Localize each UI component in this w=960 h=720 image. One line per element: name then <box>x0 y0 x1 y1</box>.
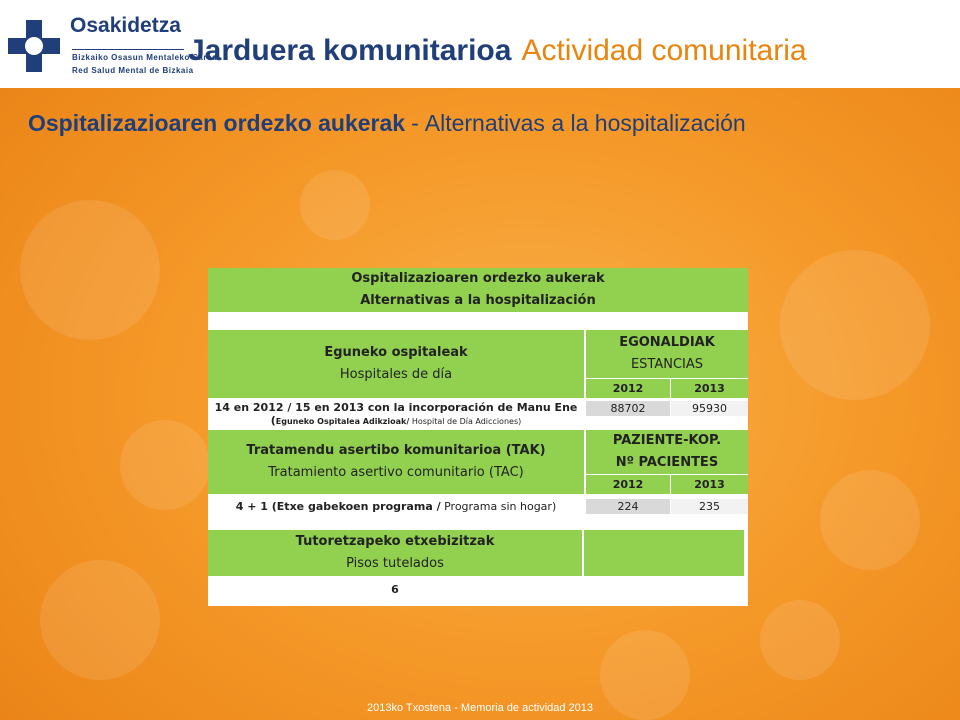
slide-title <box>188 34 807 68</box>
tac-label-es: Tratamiento asertivo comunitario (TAC) <box>268 465 524 480</box>
slide-footer: 2013ko Txostena - Memoria de actividad 2013 <box>366 702 594 714</box>
stays-year-2012: 2012 <box>586 379 670 398</box>
slide-subtitle <box>28 110 746 137</box>
osakidetza-logo-icon <box>6 18 62 74</box>
note-es: Hospital de Día Adicciones) <box>411 417 522 426</box>
slide-header <box>0 0 960 88</box>
table-title-es: Alternativas a la hospitalización <box>360 293 596 308</box>
day-hospitals-label-es: Hospitales de día <box>339 367 453 382</box>
patients-year-2012: 2012 <box>586 475 670 494</box>
subtitle-separator: - <box>411 110 419 136</box>
day-hospitals-label-eu: Eguneko ospitaleak <box>324 345 468 360</box>
table-title-eu: Ospitalizazioaren ordezko aukerak <box>351 271 605 286</box>
logo-line-es: Red Salud Mental de Bizkaia <box>72 66 194 75</box>
patients-2013-value: 235 <box>671 499 748 514</box>
tac-detail-eu: 4 + 1 (Etxe gabekoen programa / <box>235 499 441 513</box>
table-title <box>208 268 748 312</box>
logo-line-eu: Bizkaiko Osasun Mentaleko Sarea <box>72 53 217 62</box>
supervised-flats-value: 6 <box>391 582 399 596</box>
supervised-flats-label-es: Pisos tutelados <box>346 556 444 571</box>
stays-header-es: ESTANCIAS <box>630 357 704 372</box>
subtitle-es: Alternativas a la hospitalización <box>424 110 746 136</box>
tac-label-eu: Tratamendu asertibo komunitarioa (TAK) <box>246 443 546 458</box>
day-hospitals-note <box>271 414 521 427</box>
logo-divider <box>72 49 184 50</box>
note-open-paren: ( <box>270 414 276 427</box>
day-hospitals-detail <box>208 399 584 429</box>
patients-2012-value: 224 <box>586 499 670 514</box>
day-hospitals-count-text: 14 en 2012 / 15 en 2013 con la incorporación de Manu Ene <box>214 401 578 414</box>
tac-detail <box>208 496 584 516</box>
alternatives-table <box>208 268 748 606</box>
tac-detail-es: Programa sin hogar) <box>444 499 557 513</box>
stays-2013-value: 95930 <box>671 401 748 416</box>
stays-2012-value: 88702 <box>586 401 670 416</box>
patients-year-2013: 2013 <box>671 475 748 494</box>
supervised-flats-label <box>208 530 582 576</box>
stays-year-2013: 2013 <box>671 379 748 398</box>
stays-header <box>586 330 748 378</box>
patients-header <box>586 430 748 474</box>
slide-title-es: Actividad comunitaria <box>521 34 807 67</box>
patients-header-eu: PAZIENTE-KOP. <box>612 433 722 448</box>
subtitle-eu: Ospitalizazioaren ordezko aukerak <box>28 110 406 136</box>
logo-name: Osakidetza <box>70 14 181 37</box>
slide-title-eu: Jarduera komunitarioa <box>188 34 512 67</box>
supervised-flats-header-blank <box>584 530 744 576</box>
note-eu: Eguneko Ospitalea Adikzioak/ <box>275 417 410 426</box>
stays-header-eu: EGONALDIAK <box>619 335 715 350</box>
supervised-flats-label-eu: Tutoretzapeko etxebizitzak <box>295 534 495 549</box>
patients-header-es: Nº PACIENTES <box>615 455 719 470</box>
day-hospitals-label <box>208 330 584 398</box>
tac-label <box>208 430 584 494</box>
